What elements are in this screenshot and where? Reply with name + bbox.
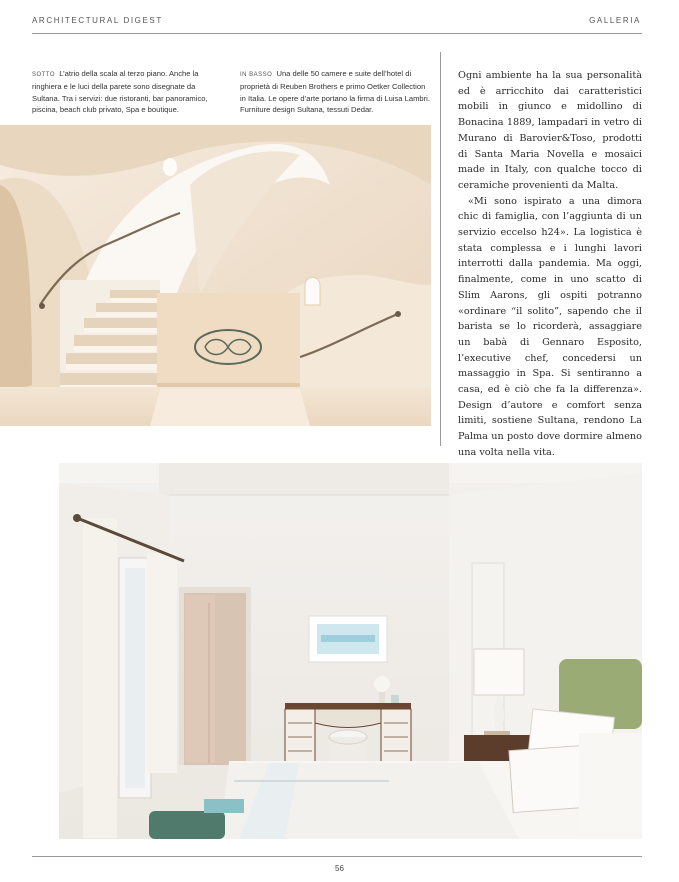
caption-staircase — [32, 68, 222, 115]
caption-text: L’atrio della scala al terzo piano. Anche la ringhiera e le luci della parete sono disegnate da Sultana. Tra i servizi: due ristoranti, bar panoramico, piscina, beach club privato, Spa e boutique. — [32, 69, 208, 114]
caption-bedroom — [240, 68, 432, 115]
section-name: GALLERIA — [589, 16, 641, 25]
article-paragraph: Ogni ambiente ha la sua personalità ed è arricchito dai caratteristici mobili in giunco e midollino di Bonacina 1889, lampadari in vetro di Murano di Barovier&Toso, prodotti di Santa Maria Novella e mosaici made in Italy, con qualche tocco di ceramiche provenienti da Malta. — [458, 70, 642, 191]
caption-tag: SOTTO — [32, 72, 56, 78]
footer-rule — [32, 856, 642, 857]
magazine-name: ARCHITECTURAL DIGEST — [32, 16, 163, 25]
page-number: 56 — [335, 864, 344, 873]
column-rule — [440, 52, 441, 446]
header-rule — [32, 33, 642, 34]
bedroom-photo — [59, 463, 642, 839]
staircase-photo — [0, 125, 431, 426]
article-paragraph: «Mi sono ispirato a una dimora chic di famiglia, con l’aggiunta di un servizio eccelso h24». La logistica è stata complessa e i lunghi lavori interrotti dalla pandemia. Ma oggi, finalmente, come in uno scatto di Slim Aarons, gli ospiti potranno «ordinare “il solito”, sapendo che il barista se lo ricorderà, assaggiare un babà di Gennaro Esposito, l’executive chef, concedersi un massaggio in Spa. Si sentiranno a casa, ed è ciò che fa la differenza». Design d’autore e comfort senza limiti, sostiene Sultana, rendono La Palma un posto dove dormire almeno una volta nella vita. — [458, 195, 642, 458]
caption-tag: IN BASSO — [240, 72, 273, 78]
caption-text: Una delle 50 camere e suite dell’hotel di proprietà di Reuben Brothers e primo Oetker Collection in Italia. Le opere d’arte portano la firma di Luisa Lambri. Furniture design Sultana, tessuti Dedar. — [240, 69, 430, 114]
